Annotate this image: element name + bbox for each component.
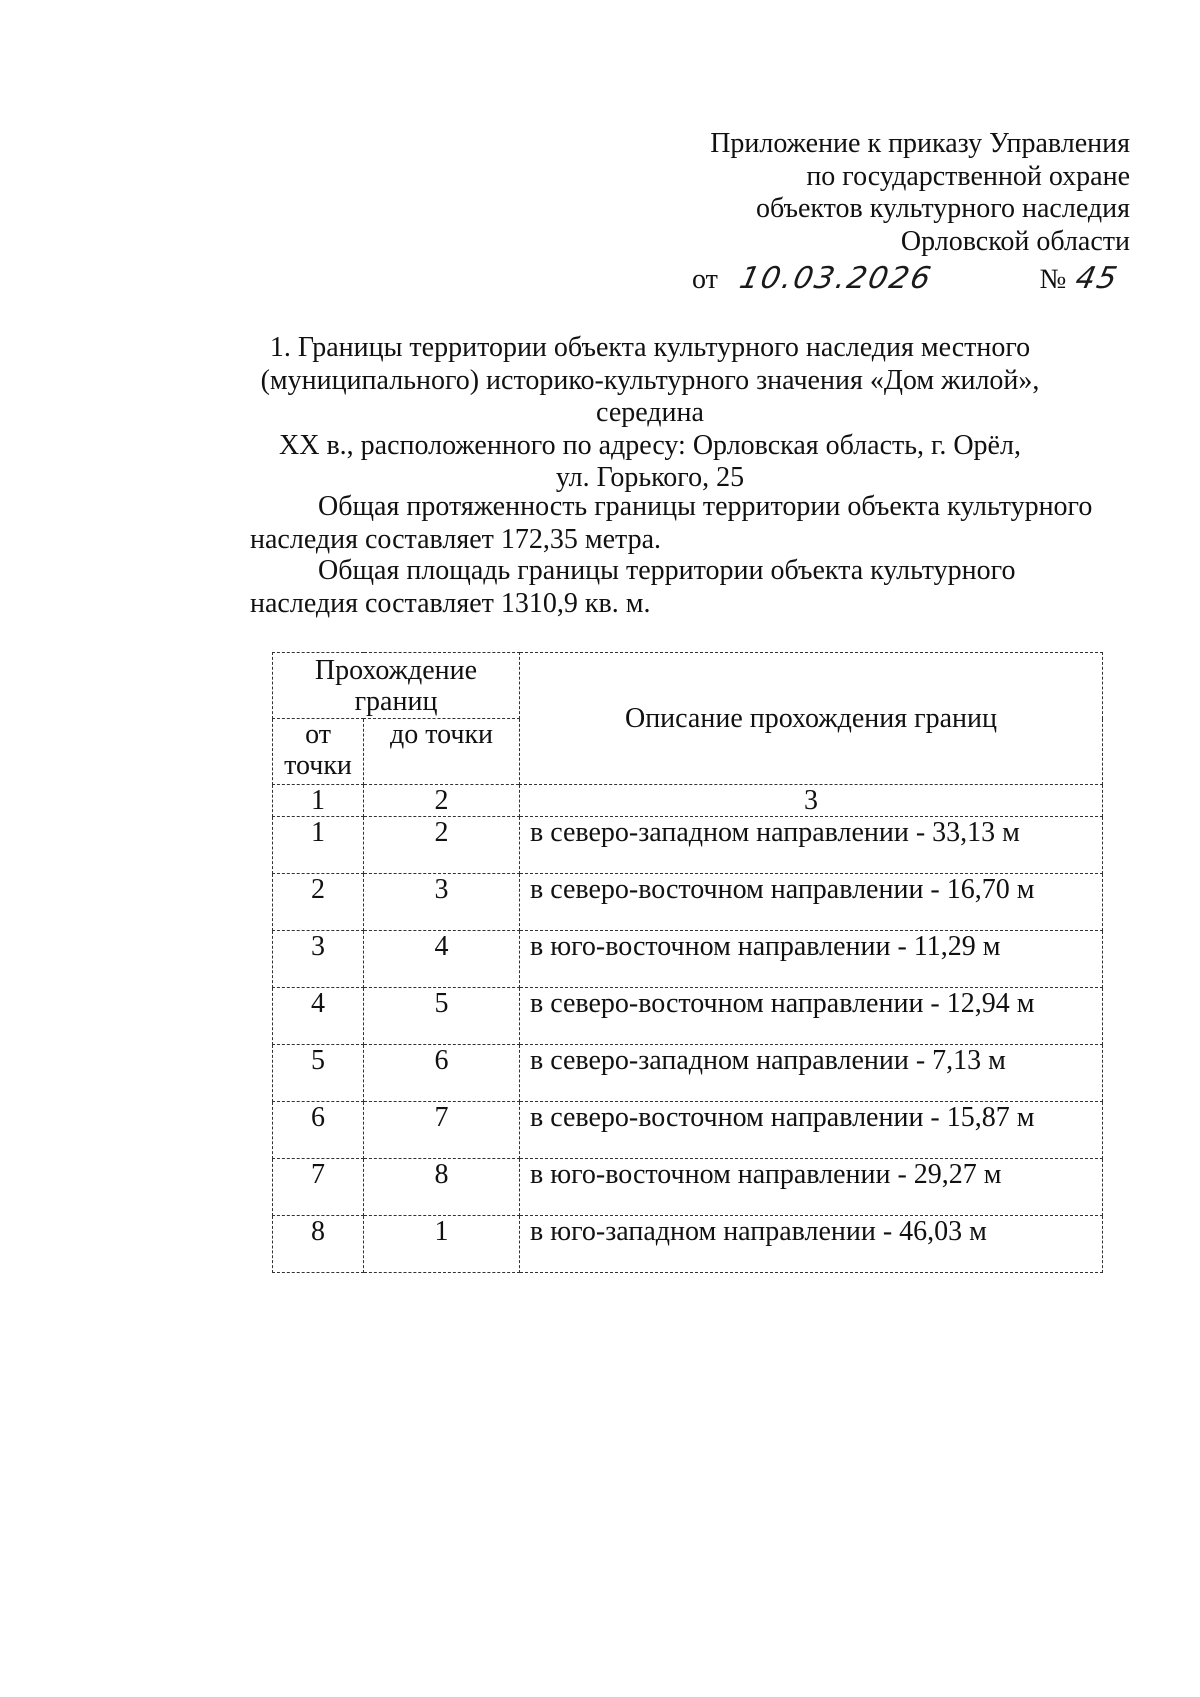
table-header-row — [273, 653, 1103, 719]
to-point-cell: 7 — [364, 1102, 520, 1159]
from-point-cell: 5 — [273, 1045, 364, 1102]
appendix-line: по государственной охране — [806, 160, 1130, 192]
heading-line: (муниципального) историко-культурного значения «Дом жилой», середина — [260, 364, 1040, 428]
heading-line: ул. Горького, 25 — [555, 462, 745, 493]
column-number: 2 — [364, 785, 520, 817]
table-row — [273, 1159, 1103, 1216]
header-from-point: от точки — [273, 719, 364, 785]
paragraph-line: наследия составляет 172,35 метра. — [250, 523, 662, 555]
table-row — [273, 1102, 1103, 1159]
order-date-line — [692, 261, 1123, 297]
to-point-cell: 6 — [364, 1045, 520, 1102]
description-cell: в северо-западном направлении - 7,13 м — [520, 1045, 1103, 1102]
table-row — [273, 931, 1103, 988]
table-row — [273, 988, 1103, 1045]
to-point-cell: 8 — [364, 1159, 520, 1216]
appendix-line: Приложение к приказу Управления — [710, 128, 1130, 159]
to-point-cell: 3 — [364, 874, 520, 931]
header-to-point: до точки — [364, 719, 520, 785]
table-row — [273, 1216, 1103, 1273]
from-point-cell: 2 — [273, 874, 364, 931]
paragraph-line: Общая протяженность границы территории объекта культурного — [318, 491, 1093, 522]
boundary-table — [272, 652, 1103, 1273]
header-description: Описание прохождения границ — [520, 653, 1103, 785]
paragraph-line: наследия составляет 1310,9 кв. м. — [250, 587, 651, 619]
order-number-label: № — [1039, 264, 1067, 295]
section-heading — [230, 332, 1070, 495]
date-from-label: от — [692, 264, 718, 295]
table-row — [273, 1045, 1103, 1102]
column-number: 3 — [520, 785, 1103, 817]
column-numbers-row — [273, 785, 1103, 817]
description-cell: в северо-восточном направлении - 12,94 м — [520, 988, 1103, 1045]
description-cell: в юго-восточном направлении - 11,29 м — [520, 931, 1103, 988]
paragraph-line: Общая площадь границы территории объекта культурного — [318, 555, 1016, 586]
total-area-paragraph — [250, 555, 1118, 620]
description-cell: в юго-западном направлении - 46,03 м — [520, 1216, 1103, 1273]
description-cell: в северо-восточном направлении - 15,87 м — [520, 1102, 1103, 1159]
appendix-header — [710, 128, 1130, 258]
from-point-cell: 8 — [273, 1216, 364, 1273]
from-point-cell: 3 — [273, 931, 364, 988]
from-point-cell: 4 — [273, 988, 364, 1045]
description-cell: в северо-западном направлении - 33,13 м — [520, 817, 1103, 874]
header-boundary-passage: Прохождение границ — [273, 653, 520, 719]
table-row — [273, 817, 1103, 874]
description-cell: в юго-восточном направлении - 29,27 м — [520, 1159, 1103, 1216]
description-cell: в северо-восточном направлении - 16,70 м — [520, 874, 1103, 931]
to-point-cell: 5 — [364, 988, 520, 1045]
order-number-handwritten: 45 — [1072, 261, 1123, 296]
order-date-handwritten: 10.03.2026 — [736, 261, 936, 296]
appendix-line: объектов культурного наследия — [755, 193, 1130, 224]
from-point-cell: 1 — [273, 817, 364, 874]
column-number: 1 — [273, 785, 364, 817]
appendix-line: Орловской области — [900, 225, 1130, 257]
to-point-cell: 1 — [364, 1216, 520, 1273]
heading-line: XX в., расположенного по адресу: Орловская область, г. Орёл, — [279, 429, 1021, 461]
from-point-cell: 7 — [273, 1159, 364, 1216]
to-point-cell: 2 — [364, 817, 520, 874]
total-length-paragraph — [250, 491, 1118, 556]
to-point-cell: 4 — [364, 931, 520, 988]
table-row — [273, 874, 1103, 931]
from-point-cell: 6 — [273, 1102, 364, 1159]
heading-line: 1. Границы территории объекта культурного наследия местного — [269, 332, 1031, 363]
